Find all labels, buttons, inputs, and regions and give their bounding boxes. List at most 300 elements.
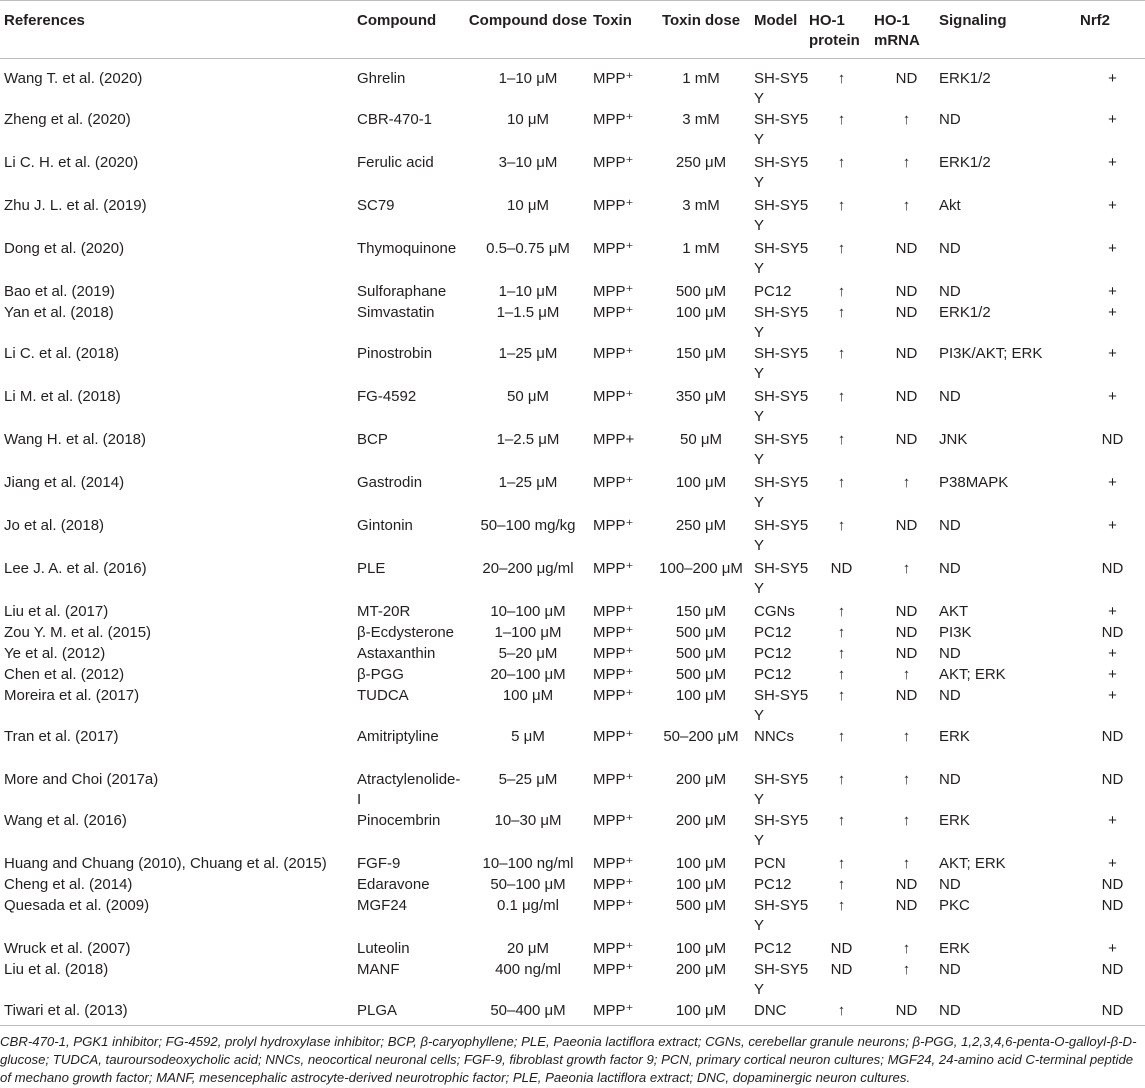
cell-model: PCN — [754, 855, 786, 872]
cell-toxin: MPP⁺ — [593, 1002, 634, 1019]
cell-toxin-dose: 150 μM — [675, 345, 727, 362]
cell-nrf2: ND — [1101, 961, 1124, 978]
table-row — [0, 601, 1145, 622]
cell-ref: More and Choi (2017a) — [4, 771, 159, 788]
cell-compound: Astaxanthin — [357, 645, 436, 662]
cell-nrf2: + — [1108, 388, 1117, 405]
cell-compound: Gintonin — [357, 517, 413, 534]
cell-toxin: MPP⁺ — [593, 645, 634, 662]
cell-compound: SC79 — [357, 197, 395, 214]
cell-ho1-mrna: ↑ — [902, 197, 911, 214]
cell-ref: Ye et al. (2012) — [4, 645, 106, 662]
cell-compound: Ghrelin — [357, 70, 406, 87]
cell-model: SH-SY5Y — [754, 474, 809, 511]
table-row — [0, 281, 1145, 302]
cell-model: DNC — [754, 1002, 787, 1019]
cell-ho1-protein: ↑ — [837, 624, 846, 641]
table-row — [0, 472, 1145, 515]
table-row — [0, 386, 1145, 429]
header-compound-dose: Compound dose — [463, 1, 593, 59]
cell-compound-dose: 1–25 μM — [498, 474, 558, 491]
cell-model: PC12 — [754, 645, 792, 662]
cell-nrf2: + — [1108, 240, 1117, 257]
cell-toxin-dose: 100 μM — [675, 855, 727, 872]
cell-ref: Liu et al. (2018) — [4, 961, 109, 978]
cell-ho1-protein: ↑ — [837, 855, 846, 872]
cell-ho1-protein: ↑ — [837, 812, 846, 829]
header-ho1-mrna: HO-1 mRNA — [874, 1, 939, 59]
cell-toxin: MPP⁺ — [593, 240, 634, 257]
cell-model: SH-SY5Y — [754, 560, 809, 597]
cell-model: PC12 — [754, 876, 792, 893]
cell-signaling: ND — [939, 517, 961, 534]
cell-toxin: MPP⁺ — [593, 940, 634, 957]
cell-toxin-dose: 100 μM — [675, 1002, 727, 1019]
cell-model: SH-SY5Y — [754, 771, 809, 808]
cell-signaling: PI3K — [939, 624, 972, 641]
cell-signaling: PI3K/AKT; ERK — [939, 345, 1043, 362]
cell-toxin-dose: 100 μM — [675, 304, 727, 321]
table-footnote — [0, 1025, 1145, 1087]
cell-toxin: MPP⁺ — [593, 304, 634, 321]
cell-ho1-protein: ↑ — [837, 666, 846, 683]
cell-ho1-mrna: ↑ — [902, 812, 911, 829]
cell-compound-dose: 1–10 μM — [498, 70, 558, 87]
cell-ho1-protein: ↑ — [837, 197, 846, 214]
cell-toxin: MPP⁺ — [593, 666, 634, 683]
cell-compound-dose: 1–100 μM — [494, 624, 562, 641]
cell-ref: Zhu J. L. et al. (2019) — [4, 197, 147, 214]
cell-compound-dose: 50–100 mg/kg — [480, 517, 576, 534]
table-row — [0, 874, 1145, 895]
cell-compound: Gastrodin — [357, 474, 423, 491]
cell-nrf2: + — [1108, 197, 1117, 214]
cell-ho1-protein: ND — [830, 961, 853, 978]
cell-toxin: MPP⁺ — [593, 388, 634, 405]
cell-compound: Pinocembrin — [357, 812, 441, 829]
table-row — [0, 622, 1145, 643]
cell-ho1-protein: ↑ — [837, 687, 846, 704]
cell-nrf2: + — [1108, 812, 1117, 829]
table-row — [0, 238, 1145, 281]
cell-ho1-protein: ↑ — [837, 876, 846, 893]
cell-toxin-dose: 100 μM — [675, 474, 727, 491]
header-signaling: Signaling — [939, 1, 1080, 59]
cell-model: SH-SY5Y — [754, 345, 809, 382]
cell-toxin-dose: 500 μM — [675, 897, 727, 914]
cell-ho1-mrna: ↑ — [902, 728, 911, 745]
cell-model: SH-SY5Y — [754, 197, 809, 234]
cell-nrf2: + — [1108, 111, 1117, 128]
cell-toxin: MPP⁺ — [593, 728, 634, 745]
cell-signaling: ND — [939, 876, 961, 893]
cell-nrf2: + — [1108, 517, 1117, 534]
cell-ho1-protein: ↑ — [837, 897, 846, 914]
cell-nrf2: ND — [1101, 876, 1124, 893]
cell-model: SH-SY5Y — [754, 388, 809, 425]
cell-ho1-protein: ↑ — [837, 111, 846, 128]
cell-model: SH-SY5Y — [754, 897, 809, 934]
cell-ho1-mrna: ↑ — [902, 771, 911, 788]
cell-nrf2: ND — [1101, 624, 1124, 641]
table-row — [0, 152, 1145, 195]
cell-compound: TUDCA — [357, 687, 409, 704]
cell-ho1-protein: ↑ — [837, 154, 846, 171]
cell-toxin: MPP⁺ — [593, 624, 634, 641]
cell-ho1-protein: ↑ — [837, 645, 846, 662]
cell-compound: MANF — [357, 961, 400, 978]
cell-ho1-protein: ↑ — [837, 1002, 846, 1019]
table-header-row — [0, 1, 1145, 59]
cell-ref: Tiwari et al. (2013) — [4, 1002, 128, 1019]
cell-toxin-dose: 500 μM — [675, 624, 727, 641]
cell-toxin-dose: 350 μM — [675, 388, 727, 405]
cell-ho1-mrna: ND — [895, 645, 918, 662]
cell-compound-dose: 20 μM — [507, 940, 549, 957]
cell-compound-dose: 5 μM — [511, 728, 545, 745]
table-row — [0, 938, 1145, 959]
cell-ho1-mrna: ND — [895, 897, 918, 914]
cell-toxin-dose: 3 mM — [682, 111, 720, 128]
cell-ref: Dong et al. (2020) — [4, 240, 125, 257]
cell-compound-dose: 1–2.5 μM — [496, 431, 560, 448]
cell-signaling: P38MAPK — [939, 474, 1009, 491]
cell-compound-dose: 20–200 μg/ml — [482, 560, 574, 577]
cell-toxin-dose: 250 μM — [675, 517, 727, 534]
header-toxin-dose: Toxin dose — [648, 1, 754, 59]
cell-signaling: ND — [939, 687, 961, 704]
table-row — [0, 853, 1145, 874]
cell-ref: Cheng et al. (2014) — [4, 876, 133, 893]
cell-model: PC12 — [754, 624, 792, 641]
cell-compound: Pinostrobin — [357, 345, 433, 362]
cell-ho1-protein: ↑ — [837, 70, 846, 87]
cell-ref: Quesada et al. (2009) — [4, 897, 150, 914]
cell-ho1-protein: ↑ — [837, 728, 846, 745]
cell-signaling: JNK — [939, 431, 968, 448]
cell-compound: Edaravone — [357, 876, 430, 893]
cell-ref: Li C. H. et al. (2020) — [4, 154, 139, 171]
cell-signaling: ERK1/2 — [939, 154, 991, 171]
cell-ho1-mrna: ND — [895, 70, 918, 87]
cell-ho1-mrna: ↑ — [902, 666, 911, 683]
cell-signaling: ND — [939, 1002, 961, 1019]
cell-toxin-dose: 50 μM — [680, 431, 722, 448]
cell-signaling: ND — [939, 645, 961, 662]
cell-ho1-protein: ↑ — [837, 517, 846, 534]
cell-compound-dose: 20–100 μM — [490, 666, 566, 683]
cell-signaling: ND — [939, 240, 961, 257]
cell-toxin-dose: 200 μM — [675, 812, 727, 829]
cell-ho1-protein: ↑ — [837, 431, 846, 448]
cell-model: SH-SY5Y — [754, 961, 809, 998]
cell-model: NNCs — [754, 728, 794, 745]
cell-toxin-dose: 3 mM — [682, 197, 720, 214]
cell-compound: Ferulic acid — [357, 154, 434, 171]
cell-ref: Jo et al. (2018) — [4, 517, 105, 534]
cell-ho1-mrna: ND — [895, 283, 918, 300]
cell-compound: Atractylenolide-I — [357, 771, 461, 808]
header-toxin: Toxin — [593, 1, 648, 59]
cell-signaling: AKT — [939, 603, 969, 620]
cell-ref: Yan et al. (2018) — [4, 304, 114, 321]
cell-compound-dose: 0.5–0.75 μM — [486, 240, 570, 257]
cell-toxin: MPP⁺ — [593, 897, 634, 914]
cell-toxin: MPP⁺ — [593, 876, 634, 893]
cell-model: PC12 — [754, 283, 792, 300]
cell-ref: Zou Y. M. et al. (2015) — [4, 624, 152, 641]
table-row — [0, 302, 1145, 343]
table-row — [0, 769, 1145, 810]
cell-signaling: ND — [939, 961, 961, 978]
cell-ho1-mrna: ND — [895, 345, 918, 362]
cell-signaling: ND — [939, 283, 961, 300]
cell-toxin: MPP⁺ — [593, 961, 634, 978]
table-row — [0, 643, 1145, 664]
cell-nrf2: + — [1108, 855, 1117, 872]
cell-toxin-dose: 100 μM — [675, 876, 727, 893]
cell-model: SH-SY5Y — [754, 70, 809, 107]
cell-compound: PLGA — [357, 1002, 398, 1019]
cell-nrf2: ND — [1101, 1002, 1124, 1019]
cell-nrf2: + — [1108, 603, 1117, 620]
cell-compound-dose: 10 μM — [507, 111, 549, 128]
cell-compound: Simvastatin — [357, 304, 435, 321]
table-body — [0, 59, 1145, 1044]
cell-compound: Amitriptyline — [357, 728, 439, 745]
cell-compound-dose: 400 ng/ml — [495, 961, 561, 978]
cell-ref: Lee J. A. et al. (2016) — [4, 560, 147, 577]
cell-ho1-protein: ND — [830, 940, 853, 957]
cell-compound: Thymoquinone — [357, 240, 457, 257]
cell-model: SH-SY5Y — [754, 111, 809, 148]
cell-compound-dose: 50 μM — [507, 388, 549, 405]
cell-toxin-dose: 100 μM — [675, 687, 727, 704]
cell-toxin: MPP⁺ — [593, 687, 634, 704]
cell-compound-dose: 1–25 μM — [498, 345, 558, 362]
cell-ho1-protein: ND — [830, 560, 853, 577]
cell-toxin: MPP⁺ — [593, 474, 634, 491]
cell-compound-dose: 1–10 μM — [498, 283, 558, 300]
table-row — [0, 109, 1145, 152]
cell-toxin: MPP⁺ — [593, 197, 634, 214]
cell-compound: β-PGG — [357, 666, 404, 683]
table-row — [0, 558, 1145, 601]
cell-toxin-dose: 50–200 μM — [663, 728, 739, 745]
table-row — [0, 726, 1145, 769]
table-row — [0, 343, 1145, 386]
cell-ho1-protein: ↑ — [837, 603, 846, 620]
cell-ho1-mrna: ND — [895, 304, 918, 321]
footnote-text: CBR-470-1, PGK1 inhibitor; FG-4592, prolyl hydroxylase inhibitor; BCP, β-caryophyllene; PLE, Paeonia lactiflora extract; CGNs, cerebellar granule neurons; β-PGG, 1,2,3,4,6-penta-O-galloyl-β-D-glucose; TUDCA, tauroursodeoxycholic acid; NNCs, neocortical neuronal cells; FGF-9, fibroblast growth factor 9; PCN, primary cortical neuron cultures; MGF24, 24-amino acid C-terminal peptide of mechano growth factor; MANF, mesencephalic astrocyte-derived neurotrophic factor; PLE, Paeonia lactiflora extract; DNC, dopaminergic neuron cultures. — [0, 1034, 1137, 1085]
cell-toxin-dose: 200 μM — [675, 771, 727, 788]
cell-ho1-mrna: ND — [895, 517, 918, 534]
cell-ho1-mrna: ↑ — [902, 940, 911, 957]
cell-compound-dose: 10–100 ng/ml — [482, 855, 574, 872]
cell-ho1-mrna: ↑ — [902, 855, 911, 872]
table-row — [0, 429, 1145, 472]
cell-ho1-protein: ↑ — [837, 240, 846, 257]
cell-model: SH-SY5Y — [754, 687, 809, 724]
cell-ho1-mrna: ND — [895, 431, 918, 448]
cell-nrf2: + — [1108, 645, 1117, 662]
cell-model: SH-SY5Y — [754, 304, 809, 341]
cell-signaling: AKT; ERK — [939, 855, 1006, 872]
cell-ref: Wruck et al. (2007) — [4, 940, 131, 957]
cell-nrf2: ND — [1101, 431, 1124, 448]
cell-toxin-dose: 150 μM — [675, 603, 727, 620]
cell-signaling: ERK — [939, 940, 970, 957]
table-row — [0, 810, 1145, 853]
cell-signaling: ERK1/2 — [939, 304, 991, 321]
cell-nrf2: + — [1108, 345, 1117, 362]
cell-compound-dose: 5–25 μM — [498, 771, 558, 788]
cell-model: SH-SY5Y — [754, 431, 809, 468]
header-model: Model — [754, 1, 809, 59]
cell-ref: Wang H. et al. (2018) — [4, 431, 147, 448]
cell-ref: Tran et al. (2017) — [4, 728, 119, 745]
cell-signaling: ERK — [939, 812, 970, 829]
cell-ho1-protein: ↑ — [837, 474, 846, 491]
cell-nrf2: + — [1108, 666, 1117, 683]
cell-toxin: MPP⁺ — [593, 111, 634, 128]
cell-signaling: ND — [939, 111, 961, 128]
cell-compound: FGF-9 — [357, 855, 401, 872]
cell-signaling: ERK1/2 — [939, 70, 991, 87]
table-row — [0, 664, 1145, 685]
header-references: References — [0, 1, 357, 59]
cell-compound-dose: 10–100 μM — [490, 603, 566, 620]
cell-nrf2: + — [1108, 687, 1117, 704]
cell-compound-dose: 50–100 μM — [490, 876, 566, 893]
cell-toxin: MPP⁺ — [593, 812, 634, 829]
cell-signaling: PKC — [939, 897, 970, 914]
cell-compound: Luteolin — [357, 940, 410, 957]
table-row — [0, 895, 1145, 938]
cell-ho1-mrna: ND — [895, 388, 918, 405]
cell-toxin-dose: 100–200 μM — [659, 560, 743, 577]
cell-toxin: MPP⁺ — [593, 517, 634, 534]
cell-ho1-mrna: ND — [895, 876, 918, 893]
cell-nrf2: + — [1108, 304, 1117, 321]
cell-nrf2: ND — [1101, 728, 1124, 745]
cell-nrf2: + — [1108, 154, 1117, 171]
cell-ref: Bao et al. (2019) — [4, 283, 115, 300]
cell-ho1-protein: ↑ — [837, 345, 846, 362]
header-nrf2: Nrf2 — [1080, 1, 1145, 59]
cell-compound-dose: 50–400 μM — [490, 1002, 566, 1019]
cell-toxin-dose: 1 mM — [682, 240, 720, 257]
cell-compound: FG-4592 — [357, 388, 417, 405]
cell-ref: Huang and Chuang (2010), Chuang et al. (2015) — [4, 855, 327, 872]
header-compound: Compound — [357, 1, 463, 59]
cell-compound-dose: 3–10 μM — [498, 154, 558, 171]
cell-ref: Moreira et al. (2017) — [4, 687, 140, 704]
cell-nrf2: + — [1108, 70, 1117, 87]
cell-compound: BCP — [357, 431, 388, 448]
cell-model: PC12 — [754, 940, 792, 957]
table-row — [0, 685, 1145, 726]
cell-toxin: MPP⁺ — [593, 855, 634, 872]
cell-toxin-dose: 1 mM — [682, 70, 720, 87]
cell-ho1-mrna: ↑ — [902, 961, 911, 978]
cell-toxin: MPP⁺ — [593, 560, 634, 577]
cell-ho1-protein: ↑ — [837, 771, 846, 788]
cell-ho1-mrna: ND — [895, 240, 918, 257]
table-row — [0, 59, 1145, 110]
cell-model: SH-SY5Y — [754, 240, 809, 277]
cell-ref: Wang et al. (2016) — [4, 812, 127, 829]
cell-ho1-mrna: ↑ — [902, 474, 911, 491]
cell-model: SH-SY5Y — [754, 154, 809, 191]
cell-model: PC12 — [754, 666, 792, 683]
cell-toxin-dose: 500 μM — [675, 645, 727, 662]
cell-compound: CBR-470-1 — [357, 111, 433, 128]
cell-nrf2: + — [1108, 940, 1117, 957]
cell-toxin: MPP⁺ — [593, 771, 634, 788]
cell-compound-dose: 10–30 μM — [494, 812, 562, 829]
cell-compound: PLE — [357, 560, 386, 577]
cell-compound-dose: 10 μM — [507, 197, 549, 214]
cell-signaling: ND — [939, 771, 961, 788]
cell-toxin: MPP⁺ — [593, 345, 634, 362]
cell-ho1-mrna: ND — [895, 1002, 918, 1019]
cell-nrf2: ND — [1101, 897, 1124, 914]
cell-toxin-dose: 500 μM — [675, 666, 727, 683]
cell-ref: Wang T. et al. (2020) — [4, 70, 143, 87]
cell-toxin: MPP⁺ — [593, 603, 634, 620]
cell-ho1-mrna: ND — [895, 687, 918, 704]
cell-signaling: ND — [939, 560, 961, 577]
cell-toxin-dose: 250 μM — [675, 154, 727, 171]
cell-ho1-protein: ↑ — [837, 283, 846, 300]
cell-model: CGNs — [754, 603, 795, 620]
cell-compound-dose: 1–1.5 μM — [496, 304, 560, 321]
cell-nrf2: + — [1108, 283, 1117, 300]
cell-ref: Li C. et al. (2018) — [4, 345, 120, 362]
cell-model: SH-SY5Y — [754, 517, 809, 554]
cell-ho1-protein: ↑ — [837, 388, 846, 405]
cell-signaling: ND — [939, 388, 961, 405]
cell-ho1-mrna: ↑ — [902, 560, 911, 577]
cell-compound-dose: 0.1 μg/ml — [497, 897, 559, 914]
cell-ref: Liu et al. (2017) — [4, 603, 109, 620]
cell-signaling: AKT; ERK — [939, 666, 1006, 683]
cell-toxin: MPP+ — [593, 431, 635, 448]
cell-model: SH-SY5Y — [754, 812, 809, 849]
cell-ref: Jiang et al. (2014) — [4, 474, 125, 491]
cell-ref: Zheng et al. (2020) — [4, 111, 131, 128]
header-ho1-protein: HO-1 protein — [809, 1, 874, 59]
cell-ho1-mrna: ND — [895, 624, 918, 641]
cell-nrf2: ND — [1101, 771, 1124, 788]
cell-ref: Li M. et al. (2018) — [4, 388, 121, 405]
cell-compound-dose: 100 μM — [502, 687, 554, 704]
cell-compound: MGF24 — [357, 897, 408, 914]
cell-compound: MT-20R — [357, 603, 411, 620]
cell-nrf2: ND — [1101, 560, 1124, 577]
table-row — [0, 959, 1145, 1000]
cell-compound: β-Ecdysterone — [357, 624, 455, 641]
cell-nrf2: + — [1108, 474, 1117, 491]
cell-toxin: MPP⁺ — [593, 154, 634, 171]
cell-signaling: Akt — [939, 197, 961, 214]
cell-toxin: MPP⁺ — [593, 283, 634, 300]
table-row — [0, 195, 1145, 238]
cell-ho1-protein: ↑ — [837, 304, 846, 321]
table-row — [0, 515, 1145, 558]
cell-ho1-mrna: ↑ — [902, 154, 911, 171]
